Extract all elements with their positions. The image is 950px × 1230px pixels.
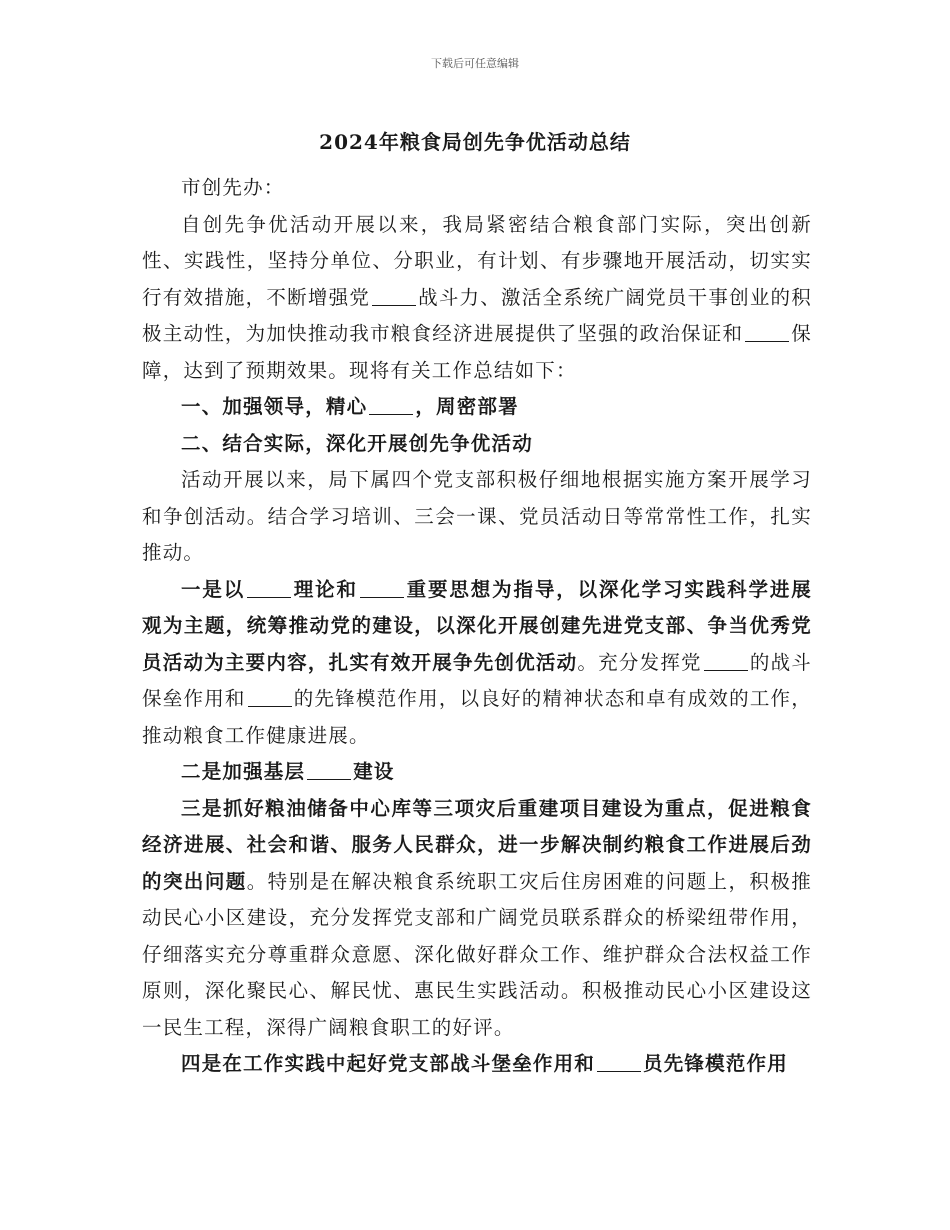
- paragraph-activities: 活动开展以来，局下属四个党支部积极仔细地根据实施方案开展学习和争创活动。结合学习培训、三会一课、党员活动日等常常性工作，扎实推动。: [142, 468, 812, 564]
- paragraph-first-point: [142, 572, 812, 755]
- paragraph-third-point: [142, 791, 812, 1047]
- paragraph-intro: [142, 207, 812, 390]
- first-point-bold-c: 重要思想为指导，以深化学习实践科学进展观为主题，统筹推动党的建设，以深化开展创建先进党支部、争当优秀党员活动为主要内容，扎实有效开展争先创优活动: [142, 577, 812, 674]
- second-point-part-a: 二是加强基层: [181, 760, 306, 783]
- blank-line: [745, 323, 789, 342]
- blank-line: [247, 579, 291, 598]
- section-heading-2: 二、结合实际，深化开展创先争优活动: [181, 431, 533, 455]
- blank-line: [372, 287, 416, 306]
- second-point-part-b: 建设: [353, 760, 395, 783]
- section-heading-1: [142, 389, 812, 426]
- first-point-normal-b: 的战斗保垒作用和: [142, 650, 812, 710]
- first-point-bold-b: 理论和: [293, 577, 358, 601]
- section-heading-1-part-b: ，周密部署: [415, 395, 519, 418]
- header-note: 下载后可任意编辑: [431, 57, 519, 70]
- blank-line: [360, 579, 404, 598]
- document-title: 2024年粮食局创先争优活动总结: [319, 130, 631, 154]
- first-point-normal-a: 。充分发挥党: [577, 650, 702, 674]
- document-body: [142, 170, 812, 1083]
- third-point-normal: 。特别是在解决粮食系统职工灾后住房困难的问题上，积极推动民心小区建设，充分发挥党支部和广阔党员联系群众的桥梁纽带作用，仔细落实充分尊重群众意愿、深化做好群众工作、维护群众合法权益工作原则，深化聚民心、解民忧、惠民生实践活动。积极推动民心小区建设这一民生工程，深得广阔粮食职工的好评。: [142, 869, 812, 1039]
- section-heading-1-part-a: 一、加强领导，精心: [181, 395, 368, 418]
- blank-line: [369, 396, 413, 415]
- blank-line: [704, 652, 748, 671]
- paragraph-intro-part-b: 战斗力、激活全系统广阔党员干事创业的积极主动性，为加快推动我市粮食经济进展提供了坚强的政治保证和: [142, 285, 812, 345]
- paragraph-intro-part-c: 保障，达到了预期效果。现将有关工作总结如下：: [142, 322, 812, 382]
- blank-line: [597, 1053, 641, 1072]
- paragraph-intro-part-a: 自创先争优活动开展以来，我局紧密结合粮食部门实际，突出创新性、实践性，坚持分单位、分职业，有计划、有步骤地开展活动，切实实行有效措施，不断增强党: [142, 212, 812, 309]
- blank-line: [307, 761, 351, 780]
- third-point-bold: 三是抓好粮油储备中心库等三项灾后重建项目建设为重点，促进粮食经济进展、社会和谐、服务人民群众，进一步解决制约粮食工作进展后劲的突出问题: [142, 796, 812, 893]
- second-point-heading: [142, 754, 812, 791]
- fourth-point-part-a: 四是在工作实践中起好党支部战斗堡垒作用和: [181, 1052, 596, 1075]
- blank-line: [248, 688, 292, 707]
- fourth-point-part-b: 员先锋模范作用: [643, 1052, 788, 1075]
- first-point-normal-c: 的先锋模范作用，以良好的精神状态和卓有成效的工作，推动粮食工作健康进展。: [142, 687, 812, 747]
- fourth-point-heading: [142, 1046, 812, 1083]
- first-point-bold-a: 一是以: [181, 577, 246, 601]
- salutation: 市创先办：: [181, 176, 285, 199]
